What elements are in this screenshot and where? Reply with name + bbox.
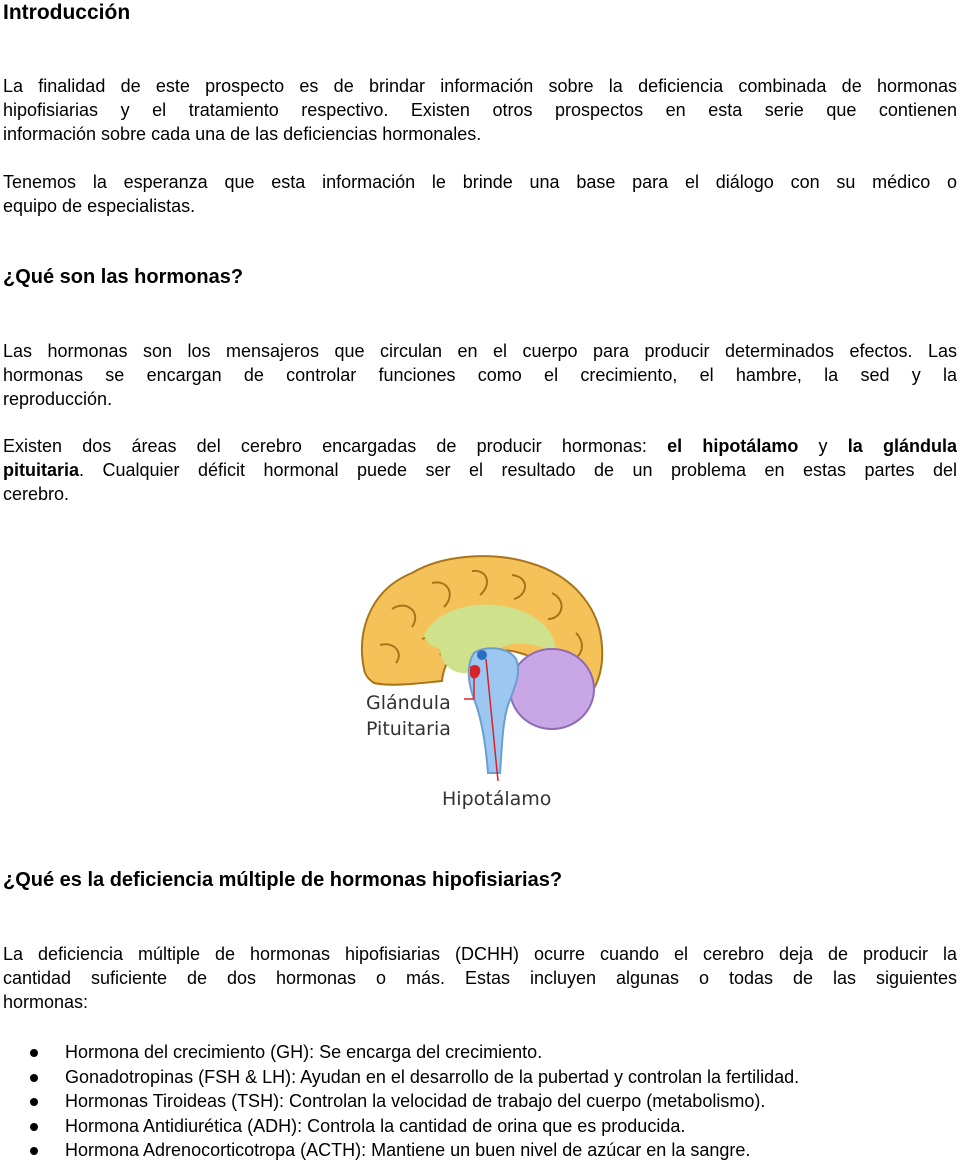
hormones-paragraph-1 <box>3 339 957 411</box>
bullet-icon <box>30 1123 38 1131</box>
list-item-text: Hormona Antidiurética (ADH): Controla la cantidad de orina que es producida. <box>65 1115 686 1136</box>
bullet-icon <box>30 1098 38 1106</box>
label-glandula: Glándula <box>366 692 451 714</box>
label-pituitaria: Pituitaria <box>366 718 451 740</box>
bullet-icon <box>30 1049 38 1057</box>
hormones-p1-line2: hormonas se encargan de controlar funciones como el crecimiento, el hambre, la sed y la <box>3 365 957 385</box>
dchh-paragraph <box>3 942 957 1014</box>
hormones-p2-line2 <box>3 458 957 482</box>
dchh-line3: hormonas: <box>3 992 89 1012</box>
list-item-text: Gonadotropinas (FSH & LH): Ayudan en el desarrollo de la pubertad y controlan la fertilidad. <box>65 1066 800 1087</box>
section-title-introduccion: Introducción <box>3 1 131 24</box>
hormones-p2-text-y: y <box>818 436 828 456</box>
label-hipotalamo: Hipotálamo <box>442 788 552 810</box>
intro-paragraph-1 <box>3 74 957 146</box>
intro-p2-line2: equipo de especialistas. <box>3 196 196 216</box>
list-item-text: Hormona Adrenocorticotropa (ACTH): Mantiene un buen nivel de azúcar en la sangre. <box>65 1140 751 1161</box>
intro-p2-line1: Tenemos la esperanza que esta información le brinde una base para el diálogo con su médico o <box>3 172 957 192</box>
hormones-p2-bold-hipotalamo: el hipotálamo <box>667 436 799 456</box>
bullet-icon <box>30 1147 38 1155</box>
hormones-p2-text-rest: . Cualquier déficit hormonal puede ser el resultado de un problema en estas partes del <box>79 460 957 480</box>
intro-paragraph-2 <box>3 170 957 218</box>
intro-p1-line2: hipofisiarias y el tratamiento respectivo. Existen otros prospectos en esta serie que contienen <box>3 100 957 120</box>
hormones-paragraph-2 <box>3 434 957 506</box>
list-item-text: Hormonas Tiroideas (TSH): Controlan la velocidad de trabajo del cuerpo (metabolismo). <box>65 1091 766 1112</box>
intro-p1-line3: información sobre cada una de las deficiencias hormonales. <box>3 124 482 144</box>
hormones-p1-line1: Las hormonas son los mensajeros que circulan en el cuerpo para producir determinados efectos. Las <box>3 341 957 361</box>
intro-p1-line1: La finalidad de este prospecto es de brindar información sobre la deficiencia combinada de hormonas <box>3 76 957 96</box>
list-item <box>3 1040 957 1065</box>
list-item-text: Hormona del crecimiento (GH): Se encarga del crecimiento. <box>65 1042 543 1062</box>
list-item <box>3 1089 957 1114</box>
hormone-list <box>3 1040 957 1163</box>
hypothalamus-marker <box>477 650 487 660</box>
brain-diagram <box>352 549 610 815</box>
hormones-p2-bold-glandula: la glándula <box>847 436 957 456</box>
hormones-p2-line1 <box>3 434 957 458</box>
hormones-p2-text-a: Existen dos áreas del cerebro encargadas de producir hormonas: <box>3 436 647 456</box>
section-heading-dchh: ¿Qué es la deficiencia múltiple de hormonas hipofisiarias? <box>3 869 563 891</box>
dchh-line2: cantidad suficiente de dos hormonas o más. Estas incluyen algunas o todas de las siguientes <box>3 968 957 988</box>
section-heading-hormonas: ¿Qué son las hormonas? <box>3 266 244 288</box>
hormones-p2-bold-pituitaria: pituitaria <box>3 460 80 480</box>
bullet-icon <box>30 1074 38 1082</box>
brain-diagram-svg <box>352 549 610 815</box>
brain-cerebellum-shape <box>510 649 594 729</box>
dchh-line1: La deficiencia múltiple de hormonas hipofisiarias (DCHH) ocurre cuando el cerebro deja de producir la <box>3 944 957 964</box>
hormones-p1-line3: reproducción. <box>3 389 113 409</box>
list-item <box>3 1114 957 1139</box>
list-item <box>3 1138 957 1163</box>
list-item <box>3 1065 957 1090</box>
hormones-p2-line3: cerebro. <box>3 484 70 504</box>
